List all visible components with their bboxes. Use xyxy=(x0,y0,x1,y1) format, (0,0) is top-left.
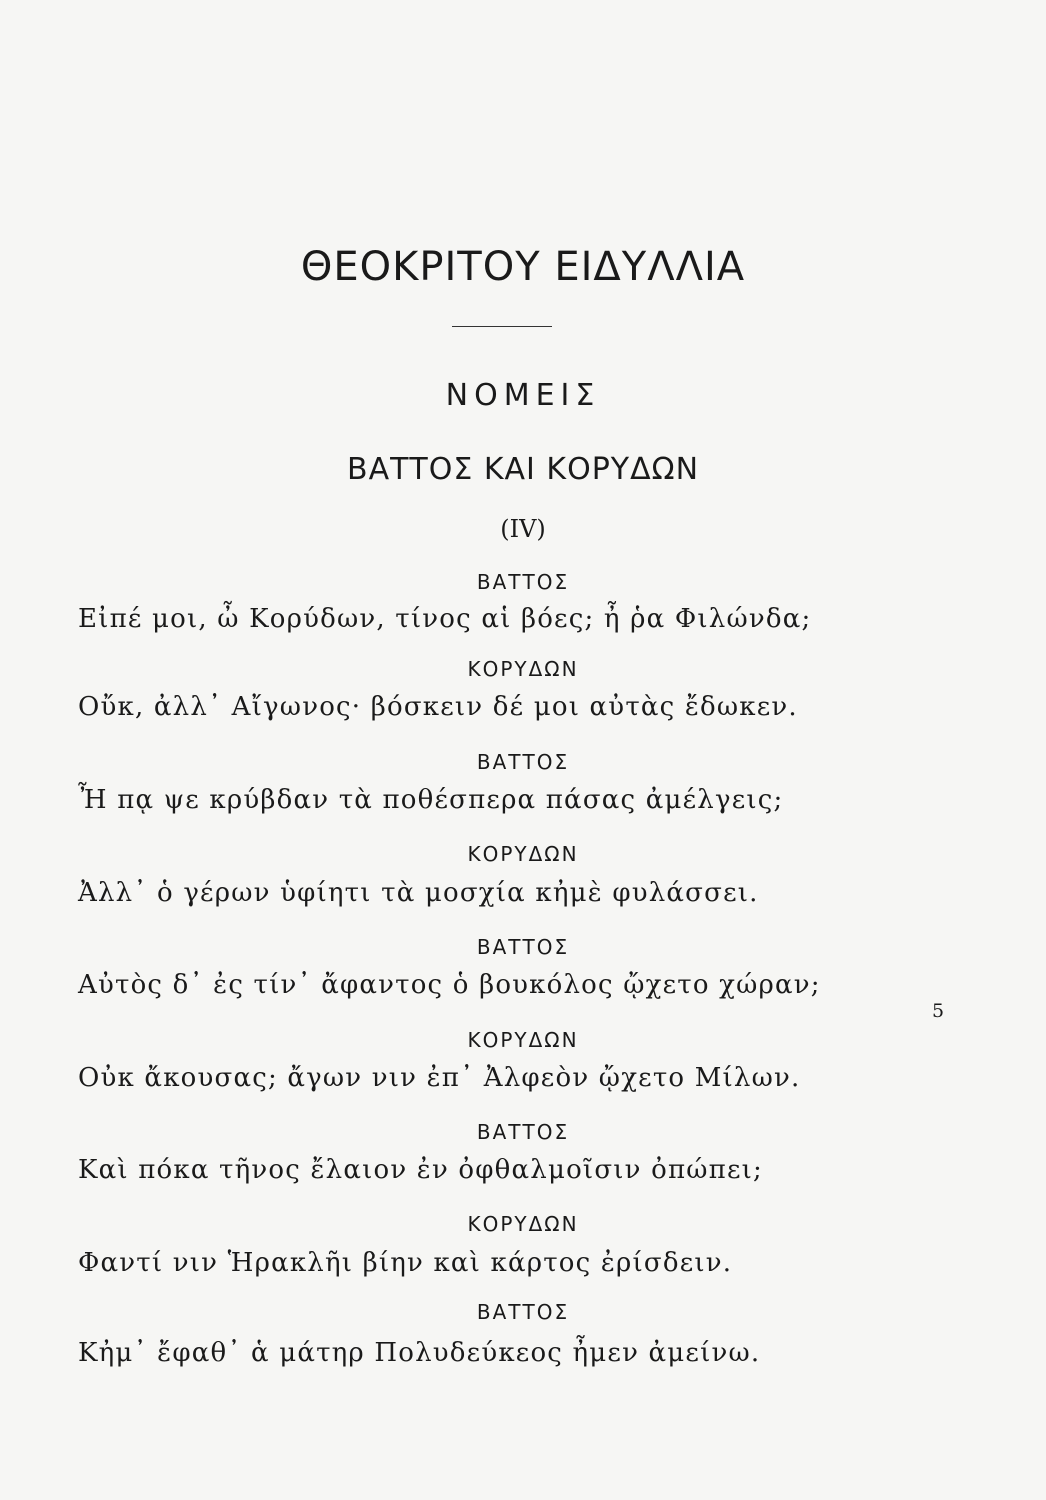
speaker-label: ΒΑΤΤΟΣ xyxy=(476,1120,570,1144)
line-number: 5 xyxy=(932,1000,945,1022)
verse-line: Οὔκ, ἀλλ᾽ Αἴγωνος· βόσκειν δέ μοι αὐτὰς ἔδωκεν. xyxy=(78,692,798,722)
idyll-number: (IV) xyxy=(500,515,546,543)
verse-line: Ἀλλ᾽ ὁ γέρων ὑφίητι τὰ μοσχία κἠμὲ φυλάσσει. xyxy=(78,878,759,908)
verse-line: Εἰπέ μοι, ὦ Κορύδων, τίνος αἱ βόες; ἦ ῥα Φιλώνδα; xyxy=(78,604,812,634)
speaker-label: ΚΟΡΥΔΩΝ xyxy=(467,1212,579,1236)
speaker-label: ΒΑΤΤΟΣ xyxy=(476,750,570,774)
speaker-label: ΚΟΡΥΔΩΝ xyxy=(467,1028,579,1052)
verse-line: Φαντί νιν Ἡρακλῆι βίην καὶ κάρτος ἐρίσδειν. xyxy=(78,1248,733,1278)
speaker-label: ΒΑΤΤΟΣ xyxy=(476,1300,570,1324)
title-divider xyxy=(452,326,552,327)
speaker-label: ΒΑΤΤΟΣ xyxy=(476,570,570,594)
verse-line: Κἠμ᾽ ἔφαθ᾽ ἁ μάτηρ Πολυδεύκεος ἦμεν ἀμείνω. xyxy=(78,1338,761,1368)
book-title: ΘΕΟΚΡΙΤΟΥ ΕΙΔΥΛΛΙΑ xyxy=(300,244,746,290)
verse-line: Αὐτὸς δ᾽ ἐς τίν᾽ ἄφαντος ὁ βουκόλος ᾤχετο χώραν; xyxy=(78,970,821,1000)
speaker-label: ΚΟΡΥΔΩΝ xyxy=(467,842,579,866)
speaker-label: ΚΟΡΥΔΩΝ xyxy=(467,657,579,681)
speaker-label: ΒΑΤΤΟΣ xyxy=(476,935,570,959)
verse-line: Καὶ πόκα τῆνος ἔλαιον ἐν ὀφθαλμοῖσιν ὀπώπει; xyxy=(78,1155,763,1185)
section-heading: ΝΟΜΕΙΣ xyxy=(445,378,601,413)
poem-subtitle: ΒΑΤΤΟΣ ΚΑΙ ΚΟΡΥΔΩΝ xyxy=(346,452,700,487)
verse-line: Οὐκ ἄκουσας; ἄγων νιν ἐπ᾽ Ἀλφεὸν ᾤχετο Μίλων. xyxy=(78,1063,801,1093)
verse-line: Ἦ πᾳ ψε κρύβδαν τὰ ποθέσπερα πάσας ἀμέλγεις; xyxy=(78,785,784,815)
